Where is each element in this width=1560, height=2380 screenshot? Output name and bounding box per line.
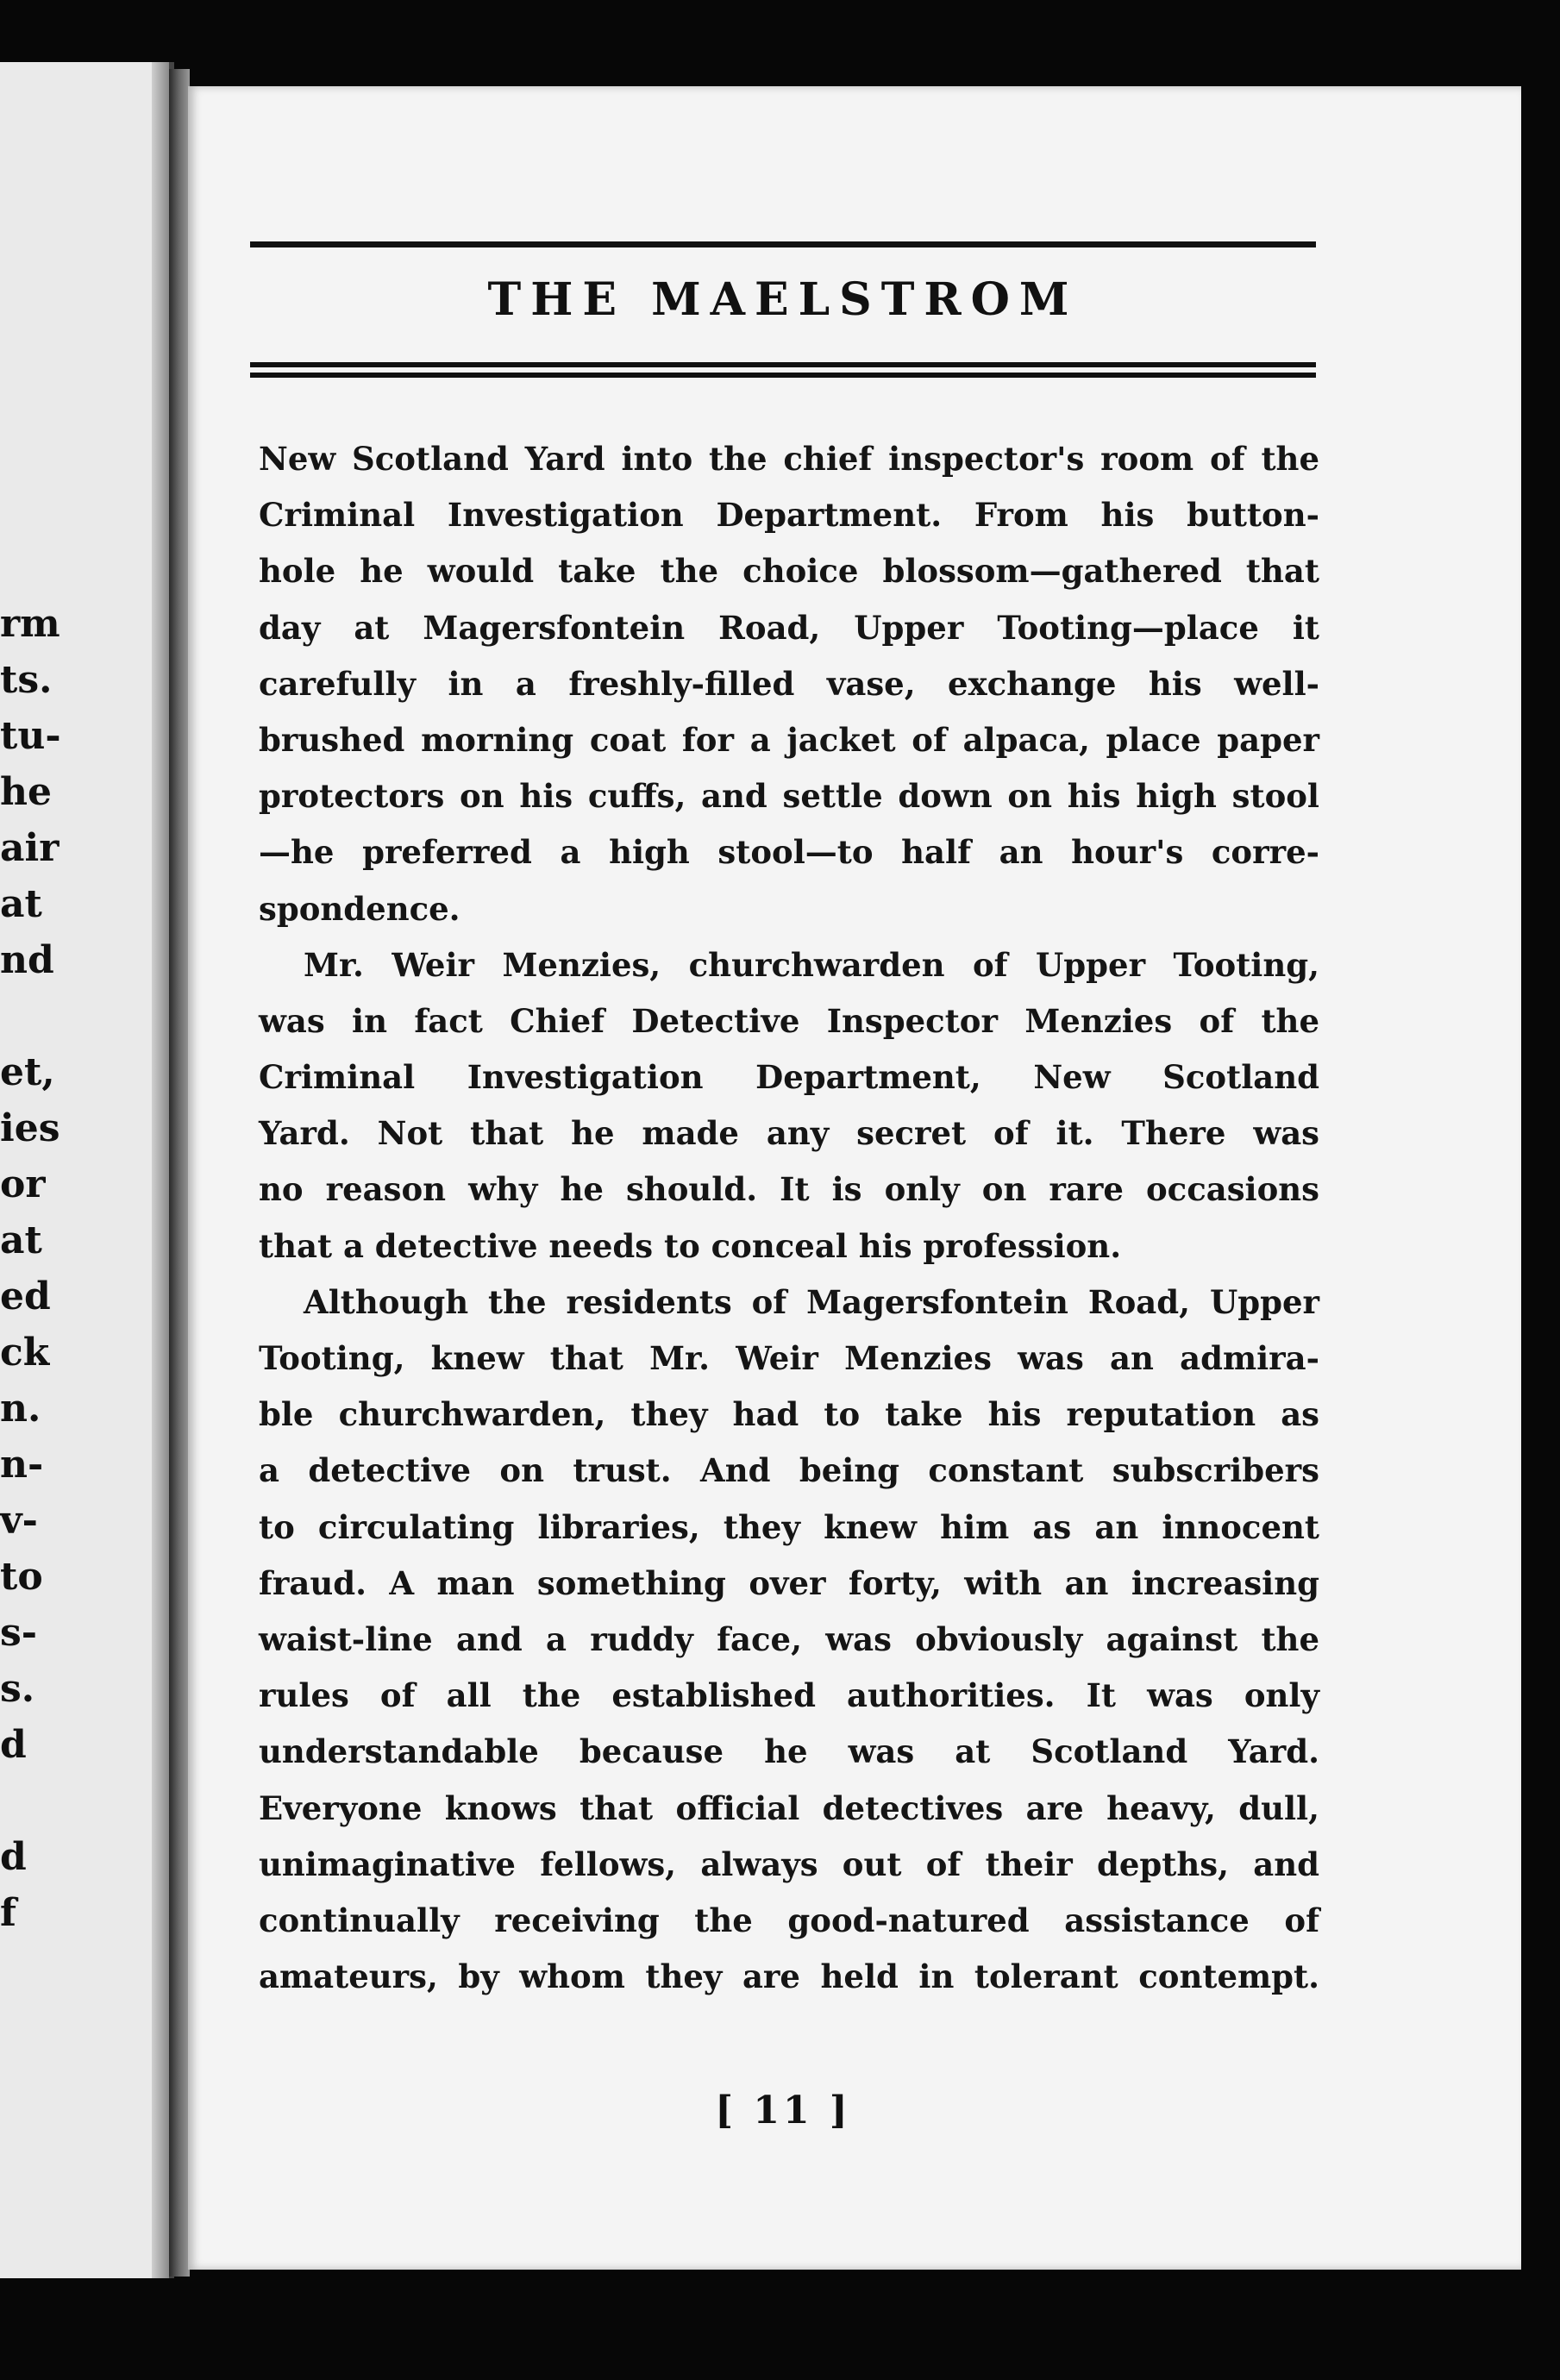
facing-page-fragment: ck bbox=[0, 1331, 50, 1375]
header-double-rule-upper bbox=[250, 362, 1316, 367]
text-line: Tooting, knew that Mr. Weir Menzies was an admira- bbox=[259, 1339, 1319, 1377]
text-line: Yard. Not that he made any secret of it. There was bbox=[259, 1114, 1319, 1153]
text-line: hole he would take the choice blossom—gathered that bbox=[259, 552, 1319, 591]
text-line: rules of all the established authorities. It was only bbox=[259, 1676, 1319, 1715]
text-line: continually receiving the good-natured assistance of bbox=[259, 1901, 1319, 1939]
text-line: New Scotland Yard into the chief inspector's room of the bbox=[259, 440, 1319, 478]
text-line: no reason why he should. It is only on rare occasions bbox=[259, 1170, 1319, 1209]
facing-page-left bbox=[0, 62, 174, 2278]
facing-page-fragment: ed bbox=[0, 1275, 51, 1318]
facing-page-fragment: he bbox=[0, 770, 52, 814]
facing-page-fragment: n- bbox=[0, 1443, 44, 1487]
paragraph-first-line: Although the residents of Magersfontein Road, Upper bbox=[304, 1282, 1319, 1321]
text-line: —he preferred a high stool—to half an hour's corre- bbox=[259, 833, 1319, 872]
facing-page-fragment: air bbox=[0, 826, 60, 870]
text-line: amateurs, by whom they are held in tolerant contempt. bbox=[259, 1957, 1319, 1996]
facing-page-fragment: et, bbox=[0, 1050, 55, 1094]
facing-page-fragment: s. bbox=[0, 1667, 35, 1711]
page-edge-shadow bbox=[152, 62, 169, 2278]
text-line: protectors on his cuffs, and settle down on his high stool bbox=[259, 777, 1319, 816]
text-line: a detective on trust. And being constant subscribers bbox=[259, 1451, 1319, 1490]
text-line: day at Magersfontein Road, Upper Tooting—place it bbox=[259, 608, 1319, 647]
facing-page-fragment: ies bbox=[0, 1106, 60, 1150]
facing-page-fragment: to bbox=[0, 1555, 43, 1599]
facing-page-fragment: at bbox=[0, 882, 42, 926]
text-line: Everyone knows that official detectives are heavy, dull, bbox=[259, 1788, 1319, 1827]
text-line: carefully in a freshly-filled vase, exchange his well- bbox=[259, 664, 1319, 703]
facing-page-fragment: nd bbox=[0, 938, 54, 982]
text-line: to circulating libraries, they knew him as an innocent bbox=[259, 1507, 1319, 1546]
running-title: THE MAELSTROM bbox=[487, 273, 1079, 326]
text-line: ble churchwarden, they had to take his reputation as bbox=[259, 1395, 1319, 1434]
text-line: Criminal Investigation Department. From his button- bbox=[259, 496, 1319, 535]
header-double-rule-lower bbox=[250, 373, 1316, 378]
page-number: [ 11 ] bbox=[715, 2089, 851, 2133]
text-line: understandable because he was at Scotland Yard. bbox=[259, 1732, 1319, 1771]
body-text bbox=[259, 431, 1319, 2005]
facing-page-fragment: f bbox=[0, 1891, 16, 1935]
facing-page-fragment: s- bbox=[0, 1611, 38, 1655]
facing-page-fragment: tu- bbox=[0, 714, 61, 758]
facing-page-fragment: d bbox=[0, 1723, 27, 1767]
text-line: that a detective needs to conceal his profession. bbox=[259, 1226, 1122, 1265]
book-gutter bbox=[169, 69, 190, 2277]
text-line: waist-line and a ruddy face, was obviously against the bbox=[259, 1619, 1319, 1658]
text-line: unimaginative fellows, always out of their depths, and bbox=[259, 1845, 1319, 1883]
text-line: Criminal Investigation Department, New Scotland bbox=[259, 1058, 1319, 1097]
text-line: was in fact Chief Detective Inspector Menzies of the bbox=[259, 1001, 1319, 1040]
facing-page-fragment: at bbox=[0, 1218, 42, 1262]
header-top-rule bbox=[250, 241, 1316, 247]
facing-page-fragment: ts. bbox=[0, 658, 53, 702]
facing-page-fragment: n. bbox=[0, 1387, 41, 1431]
facing-page-fragment: v- bbox=[0, 1499, 38, 1543]
paragraph-first-line: Mr. Weir Menzies, churchwarden of Upper Tooting, bbox=[304, 945, 1319, 984]
facing-page-fragment: rm bbox=[0, 602, 60, 646]
text-line: fraud. A man something over forty, with an increasing bbox=[259, 1563, 1319, 1602]
text-line: spondence. bbox=[259, 889, 460, 928]
facing-page-fragment: d bbox=[0, 1835, 27, 1879]
facing-page-fragment: or bbox=[0, 1162, 46, 1206]
text-line: brushed morning coat for a jacket of alpaca, place paper bbox=[259, 720, 1319, 759]
book-page bbox=[188, 86, 1521, 2270]
